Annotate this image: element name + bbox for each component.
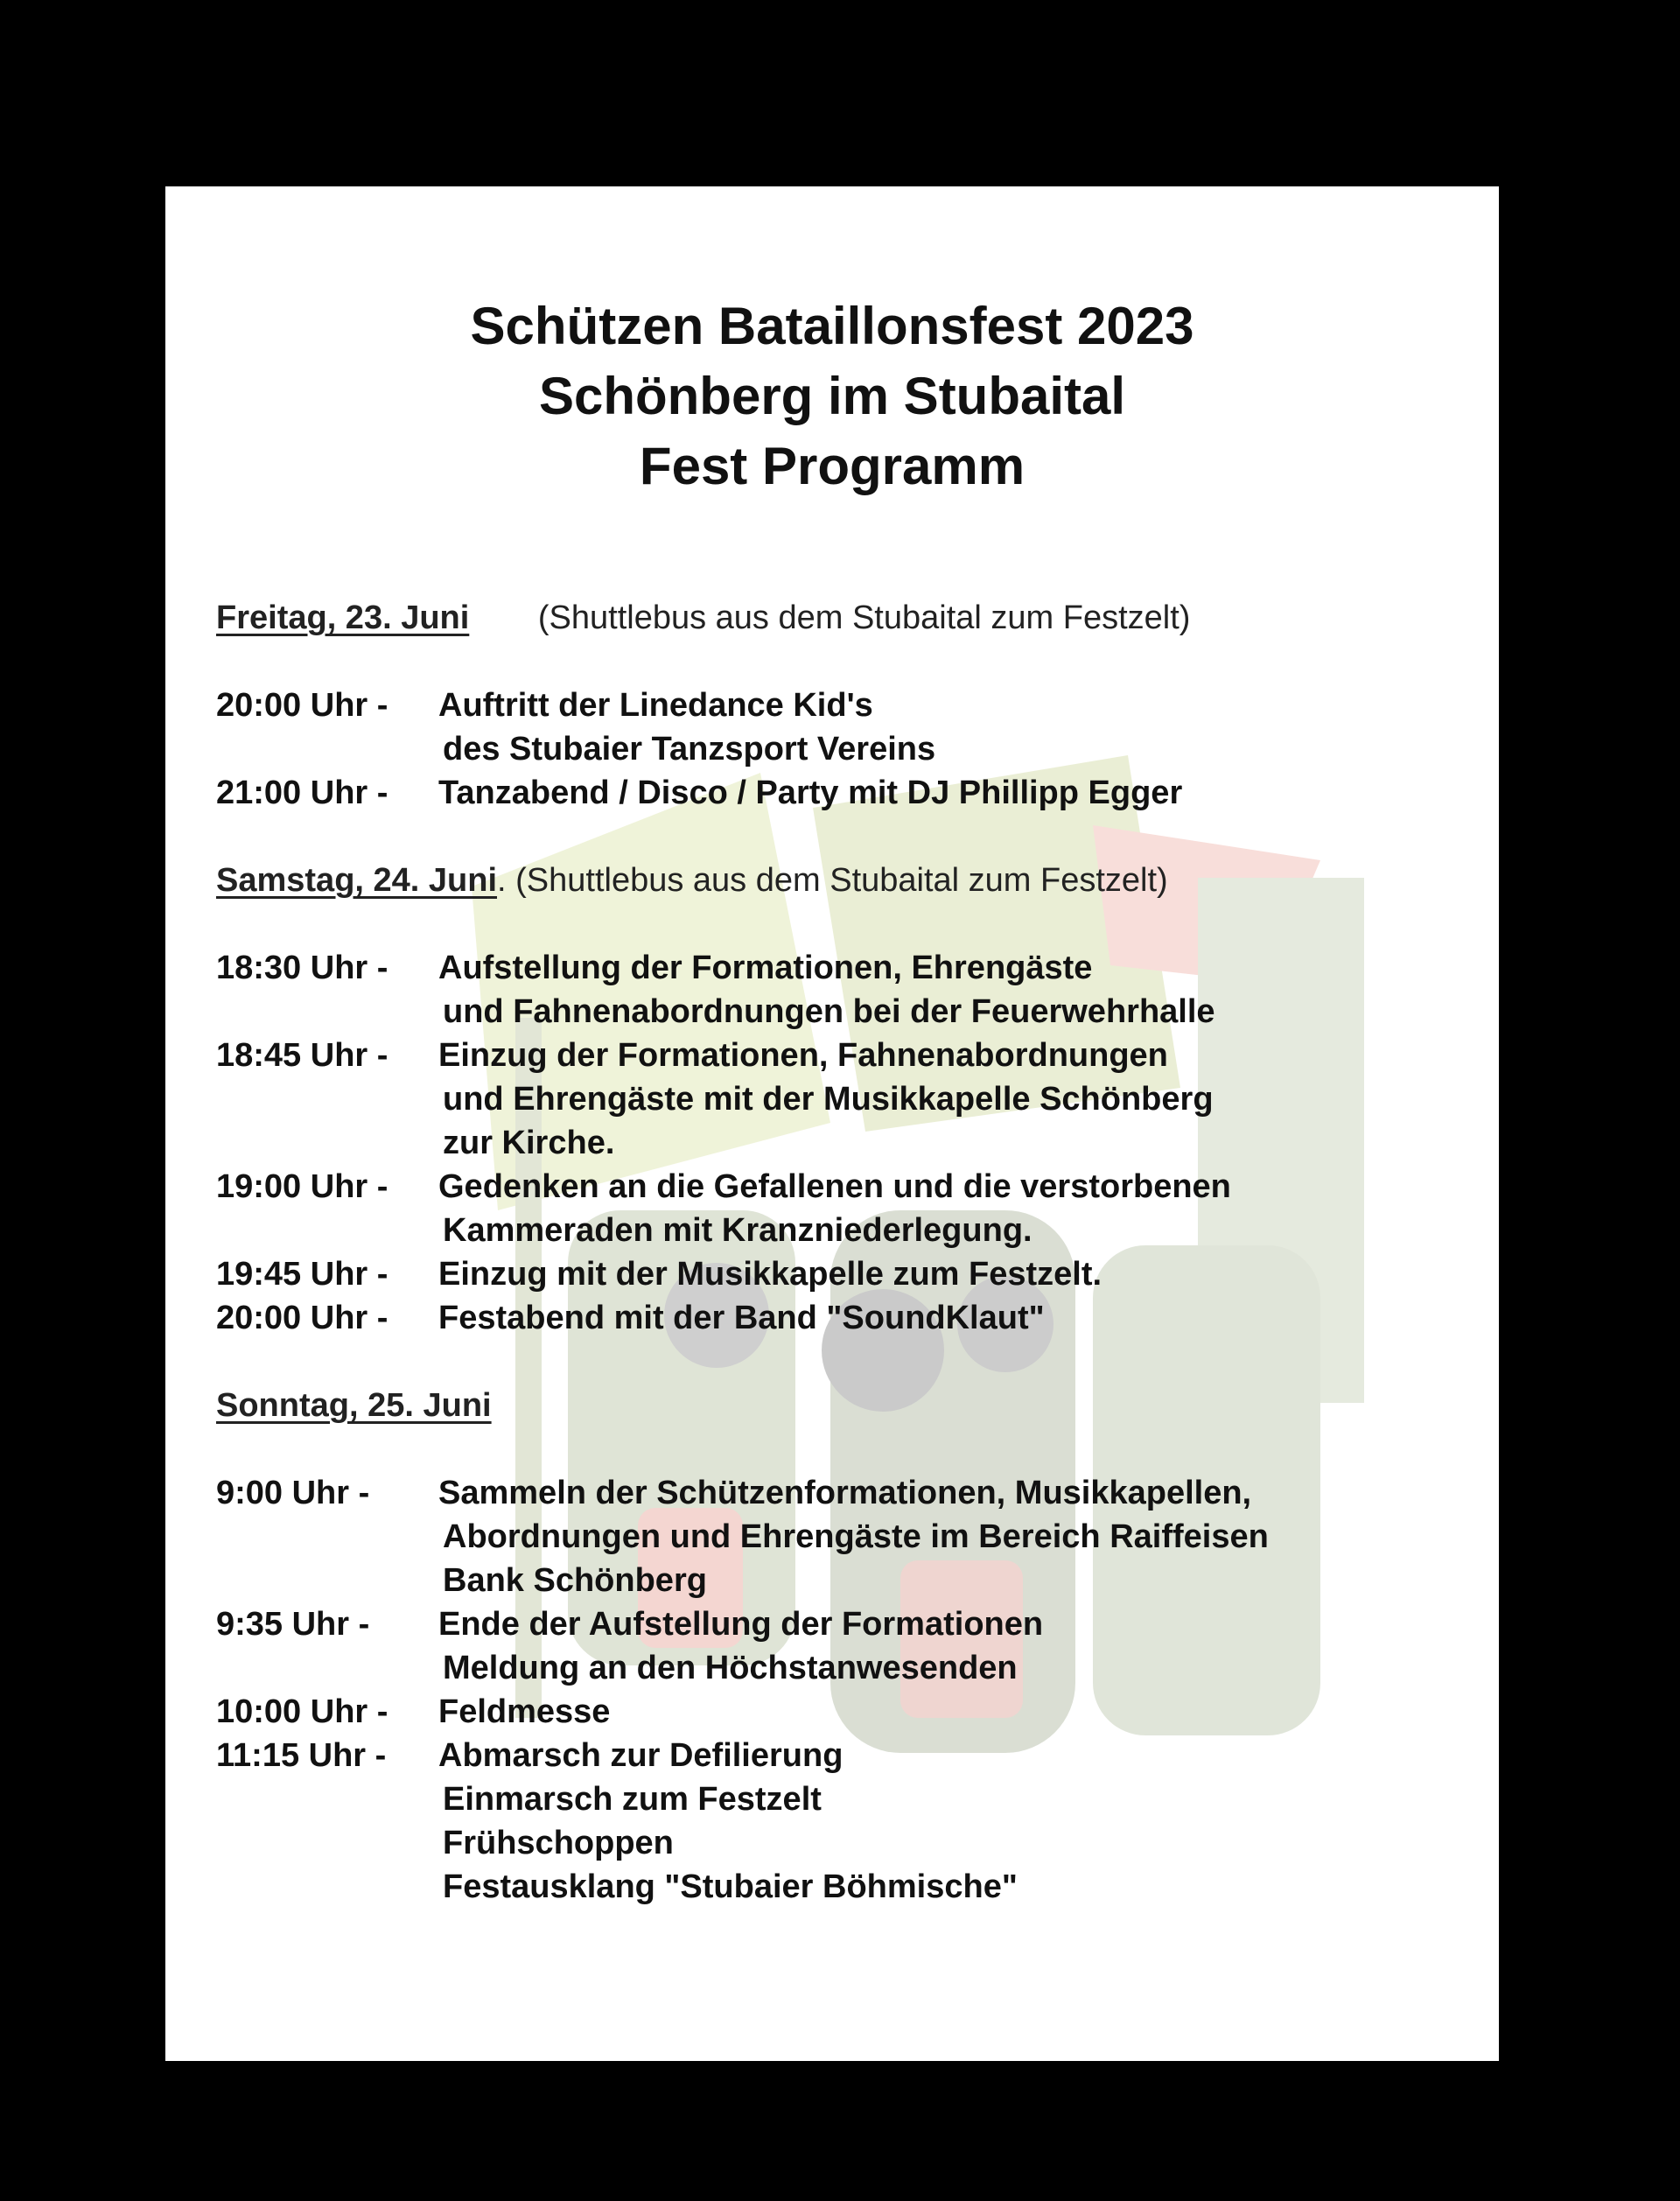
schedule-entry [216, 1296, 1476, 1340]
entry-line: des Stubaier Tanzsport Vereins [443, 731, 936, 768]
day-sunday [216, 1384, 1476, 1909]
entry-time: 19:45 Uhr - [216, 1256, 388, 1293]
entry-time: 9:35 Uhr - [216, 1606, 370, 1643]
entry-time: 18:45 Uhr - [216, 1037, 388, 1074]
day-header [216, 1384, 1476, 1427]
entry-description [438, 771, 1182, 815]
day-saturday [216, 859, 1476, 1340]
entry-line: Kammeraden mit Kranzniederlegung. [443, 1212, 1032, 1249]
shuttle-note: (Shuttlebus aus dem Stubaital zum Festzelt) [537, 599, 1191, 636]
day-name: Samstag, 24. Juni [216, 862, 498, 899]
title-line-2: Schönberg im Stubaital [538, 367, 1126, 425]
day-header [216, 859, 1476, 902]
entry-line: Aufstellung der Formationen, Ehrengäste [438, 950, 1093, 986]
entry-line: Tanzabend / Disco / Party mit DJ Phillipp Egger [438, 775, 1183, 811]
entry-time: 19:00 Uhr - [216, 1168, 388, 1205]
entry-line: Frühschoppen [443, 1825, 674, 1861]
document-page [165, 186, 1499, 2061]
entry-description [438, 683, 935, 771]
shuttle-note: . (Shuttlebus aus dem Stubaital zum Festzelt) [497, 862, 1168, 899]
entry-time: 18:30 Uhr - [216, 950, 388, 986]
entry-description [438, 1034, 1214, 1165]
program-schedule [216, 596, 1476, 1952]
entry-description [438, 1165, 1231, 1252]
title-line-1: Schützen Bataillonsfest 2023 [470, 297, 1194, 355]
entry-description [438, 1734, 1018, 1909]
schedule-entry [216, 1734, 1476, 1909]
day-header [216, 596, 1476, 640]
title-line-3: Fest Programm [639, 437, 1026, 495]
day-friday [216, 596, 1476, 815]
entry-line: zur Kirche. [443, 1125, 615, 1161]
schedule-entry [216, 1165, 1476, 1252]
schedule-entry [216, 946, 1476, 1034]
entry-line: Einzug mit der Musikkapelle zum Festzelt. [438, 1256, 1102, 1293]
day-name: Sonntag, 25. Juni [216, 1387, 492, 1424]
entry-description [438, 1471, 1269, 1602]
entry-line: Festausklang "Stubaier Böhmische" [443, 1868, 1018, 1905]
schedule-entry [216, 771, 1476, 815]
entry-description [438, 1296, 1045, 1340]
entry-line: Einzug der Formationen, Fahnenabordnungen [438, 1037, 1168, 1074]
entry-line: Festabend mit der Band "SoundKlaut" [438, 1300, 1045, 1336]
schedule-entry [216, 1690, 1476, 1734]
entry-description [438, 1690, 610, 1734]
entry-line: Gedenken an die Gefallenen und die verstorbenen [438, 1168, 1231, 1205]
entry-line: Ende der Aufstellung der Formationen [438, 1606, 1044, 1643]
schedule-entry [216, 1252, 1476, 1296]
schedule-entry [216, 1471, 1476, 1602]
entry-line: und Ehrengäste mit der Musikkapelle Schönberg [443, 1081, 1214, 1118]
entry-time: 11:15 Uhr - [216, 1737, 387, 1774]
entry-line: Feldmesse [438, 1693, 611, 1730]
entry-time: 9:00 Uhr - [216, 1475, 370, 1511]
entry-line: Auftritt der Linedance Kid's [438, 687, 873, 724]
schedule-entry [216, 1034, 1476, 1165]
day-name: Freitag, 23. Juni [216, 599, 470, 636]
schedule-entry [216, 683, 1476, 771]
entry-description [438, 1602, 1043, 1690]
entry-description [438, 1252, 1102, 1296]
entry-line: Meldung an den Höchstanwesenden [443, 1650, 1018, 1686]
entry-time: 20:00 Uhr - [216, 1300, 388, 1336]
entry-time: 20:00 Uhr - [216, 687, 388, 724]
entry-line: Einmarsch zum Festzelt [443, 1781, 822, 1818]
entry-description [438, 946, 1215, 1034]
entry-line: Sammeln der Schützenformationen, Musikkapellen, [438, 1475, 1252, 1511]
entry-time: 10:00 Uhr - [216, 1693, 388, 1730]
entry-time: 21:00 Uhr - [216, 775, 388, 811]
entry-line: und Fahnenabordnungen bei der Feuerwehrhalle [443, 993, 1215, 1030]
entry-line: Bank Schönberg [443, 1562, 707, 1599]
entry-line: Abmarsch zur Defilierung [438, 1737, 844, 1774]
page-title [165, 291, 1499, 501]
entry-line: Abordnungen und Ehrengäste im Bereich Raiffeisen [443, 1518, 1269, 1555]
schedule-entry [216, 1602, 1476, 1690]
